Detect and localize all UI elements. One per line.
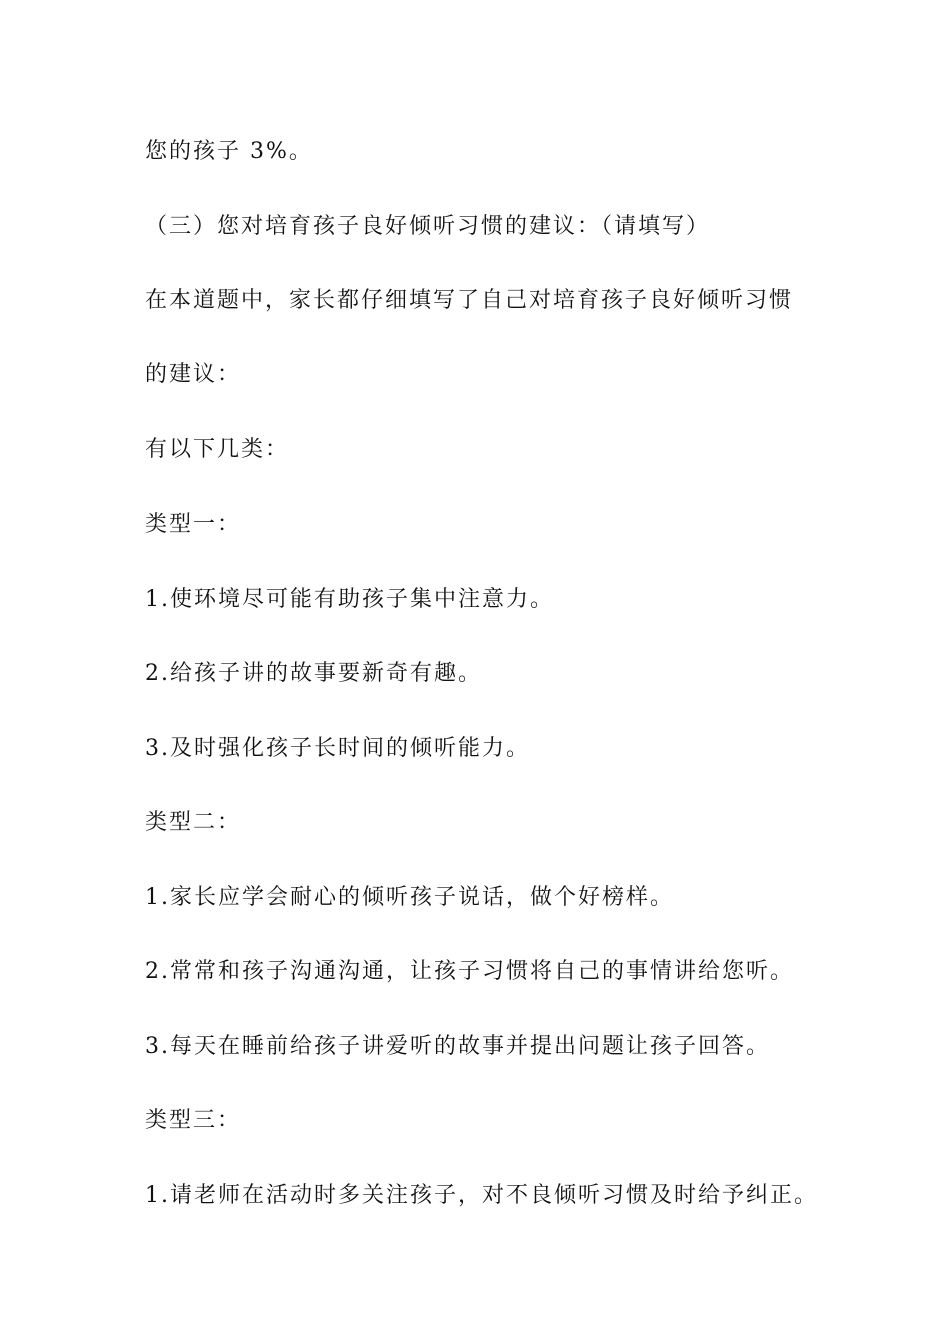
- category-heading-type-two: 类型二：: [145, 810, 242, 835]
- list-item-type-one-3: 3.及时强化孩子长时间的倾听能力。: [145, 736, 530, 761]
- category-heading-type-three: 类型三：: [145, 1108, 242, 1133]
- section-heading-suggestions: （三）您对培育孩子良好倾听习惯的建议：（请填写）: [145, 214, 711, 239]
- list-item-type-one-2: 2.给孩子讲的故事要新奇有趣。: [145, 661, 482, 686]
- paragraph-line-percentage: 您的孩子 3%。: [145, 139, 313, 164]
- list-item-type-two-3: 3.每天在睡前给孩子讲爱听的故事并提出问题让孩子回答。: [145, 1034, 770, 1059]
- list-item-type-two-2: 2.常常和孩子沟通沟通，让孩子习惯将自己的事情讲给您听。: [145, 959, 794, 984]
- category-heading-type-one: 类型一：: [145, 512, 242, 537]
- paragraph-line-categories: 有以下几类：: [145, 437, 290, 462]
- list-item-type-one-1: 1.使环境尽可能有助孩子集中注意力。: [145, 587, 554, 612]
- paragraph-line-intro-continued: 的建议：: [145, 362, 242, 387]
- list-item-type-three-1: 1.请老师在活动时多关注孩子，对不良倾听习惯及时给予纠正。: [145, 1183, 818, 1208]
- paragraph-line-intro: 在本道题中，家长都仔细填写了自己对培育孩子良好倾听习惯: [145, 288, 794, 313]
- list-item-type-two-1: 1.家长应学会耐心的倾听孩子说话，做个好榜样。: [145, 885, 674, 910]
